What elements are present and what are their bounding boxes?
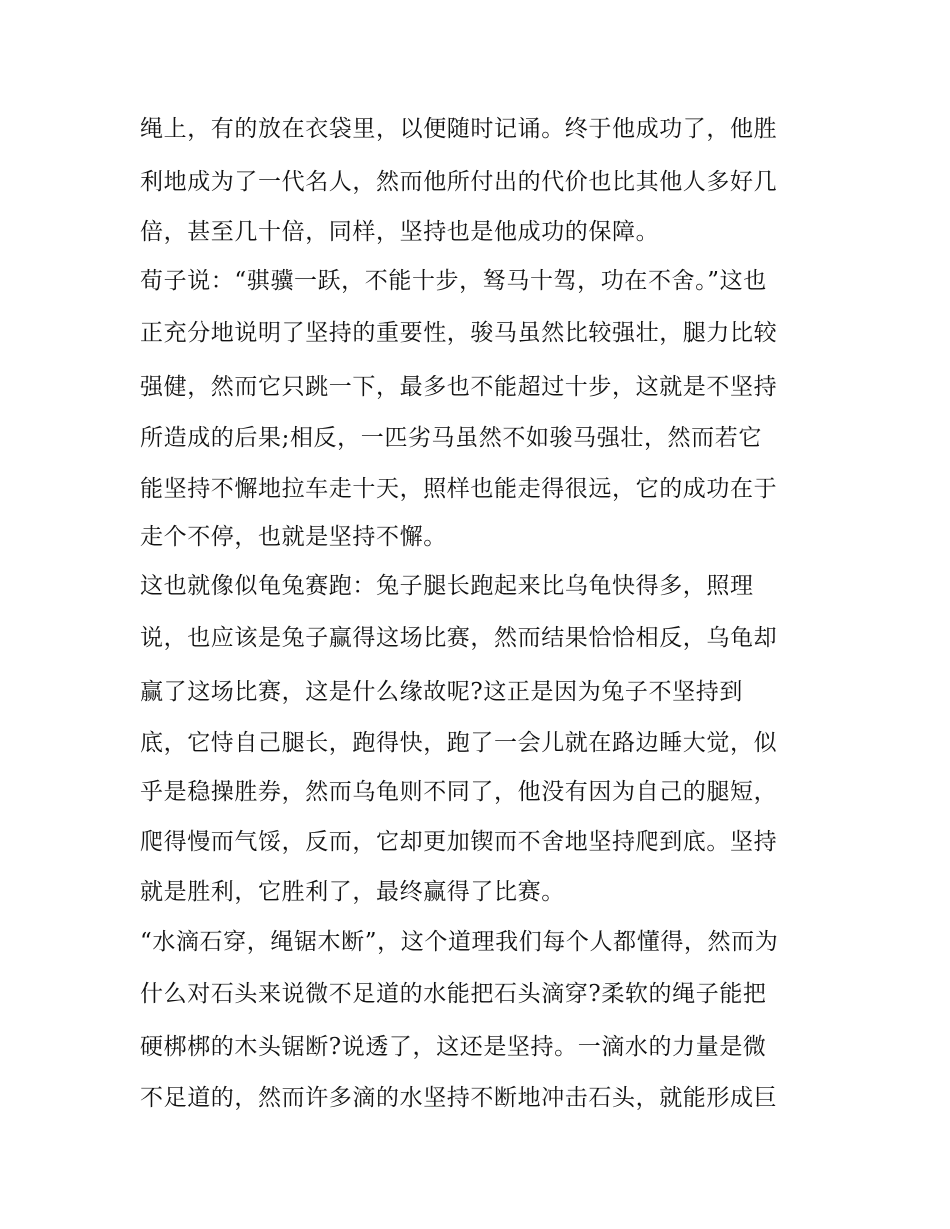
text-line: 荀子说：“骐骥一跃，不能十步，驽马十驾，功在不舍。”这也: [140, 268, 767, 294]
text-line: 硬梆梆的木头锯断?说透了，这还是坚持。一滴水的力量是微: [140, 1034, 767, 1060]
text-line: 不足道的，然而许多滴的水坚持不断地冲击石头，就能形成巨: [140, 1085, 778, 1111]
text-line: 这也就像似龟兔赛跑：兔子腿长跑起来比乌龟快得多，照理: [140, 573, 754, 599]
text-line: 乎是稳操胜券，然而乌龟则不同了，他没有因为自己的腿短，: [140, 779, 778, 805]
text-line: 什么对石头来说微不足道的水能把石头滴穿?柔软的绳子能把: [140, 981, 767, 1007]
text-line: 说，也应该是兔子赢得这场比赛，然而结果恰恰相反，乌龟却: [140, 625, 778, 651]
text-line: 爬得慢而气馁，反而，它却更加锲而不舍地坚持爬到底。坚持: [140, 829, 778, 855]
text-line: 就是胜利，它胜利了，最终赢得了比赛。: [140, 879, 565, 905]
text-line: 倍，甚至几十倍，同样，坚持也是他成功的保障。: [140, 219, 660, 245]
text-line: 正充分地说明了坚持的重要性，骏马虽然比较强壮，腿力比较: [140, 320, 778, 346]
text-line: “水滴石穿，绳锯木断”，这个道理我们每个人都懂得，然而为: [140, 929, 779, 955]
text-line: 所造成的后果;相反，一匹劣马虽然不如骏马强壮，然而若它: [140, 425, 762, 451]
text-line: 赢了这场比赛，这是什么缘故呢?这正是因为兔子不坚持到: [140, 679, 743, 705]
text-line: 底，它恃自己腿长，跑得快，跑了一会儿就在路边睡大觉，似: [140, 730, 778, 756]
text-line: 强健，然而它只跳一下，最多也不能超过十步，这就是不坚持: [140, 374, 778, 400]
text-line: 绳上，有的放在衣袋里，以便随时记诵。终于他成功了，他胜: [140, 116, 778, 142]
text-line: 能坚持不懈地拉车走十天，照样也能走得很远，它的成功在于: [140, 476, 778, 502]
text-line: 走个不停，也就是坚持不懈。: [140, 524, 447, 550]
text-line: 利地成为了一代名人，然而他所付出的代价也比其他人多好几: [140, 169, 778, 195]
